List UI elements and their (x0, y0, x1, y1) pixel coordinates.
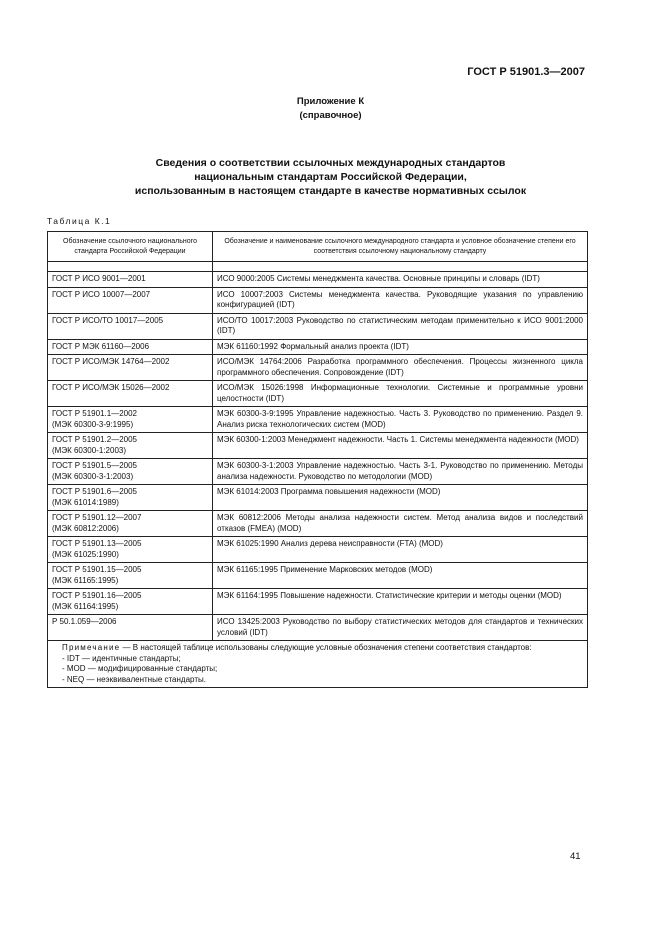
national-standard-designation: ГОСТ Р ИСО/ТО 10017—2005 (52, 315, 164, 325)
table-row (48, 615, 588, 641)
national-standard-designation: (МЭК 60300-1:2003) (52, 445, 127, 455)
national-standard-designation: (МЭК 61014:1989) (52, 497, 119, 507)
international-standard-cell: МЭК 60300-1:2003 Менеджмент надежности. Часть 1. Системы менеджмента надежности (MOD) (213, 433, 588, 459)
appendix-title: Приложение К (296, 96, 365, 107)
national-standard-designation: (МЭК 60300-3-1:2003) (52, 471, 134, 481)
national-standard-cell (48, 537, 213, 563)
national-standard-cell (48, 563, 213, 589)
international-standard-cell: ИСО 13425:2003 Руководство по выбору статистических методов для стандартов и технических условий (IDT) (213, 615, 588, 641)
standard-code: ГОСТ Р 51901.3—2007 (467, 66, 585, 78)
national-standard-cell (48, 511, 213, 537)
national-standard-designation: ГОСТ Р 51901.5—2005 (52, 461, 137, 470)
note-text (52, 643, 583, 654)
international-standard-cell: МЭК 60812:2006 Методы анализа надежности систем. Метод анализа видов и последствий отказов (FMEA) (MOD) (213, 511, 588, 537)
national-standard-designation: ГОСТ Р МЭК 61160—2006 (52, 341, 150, 351)
national-standard-designation: ГОСТ Р ИСО 10007—2007 (52, 289, 151, 299)
table-caption: Таблица К.1 (47, 216, 112, 226)
national-standard-cell (48, 355, 213, 381)
document-title (0, 156, 661, 198)
page-number: 41 (570, 851, 581, 862)
national-standard-designation: ГОСТ Р 51901.13—2005 (52, 539, 142, 548)
table-row (48, 339, 588, 355)
title-line: национальным стандартам Российской Федерации, (194, 171, 467, 183)
national-standard-designation: ГОСТ Р 51901.1—2002 (52, 409, 137, 418)
note-item: - MOD — модифицированные стандарты; (62, 664, 218, 673)
national-standard-designation: (МЭК 61025:1990) (52, 549, 119, 559)
national-standard-designation: ГОСТ Р 51901.6—2005 (52, 487, 137, 496)
national-standard-designation: (МЭК 61164:1995) (52, 601, 119, 611)
national-standard-cell (48, 485, 213, 511)
national-standard-cell (48, 615, 213, 641)
table-row (48, 433, 588, 459)
title-line: использованным в настоящем стандарте в качестве нормативных ссылок (134, 185, 527, 197)
international-standard-cell: ИСО 9000:2005 Системы менеджмента качества. Основные принципы и словарь (IDT) (213, 272, 588, 288)
international-standard-cell: МЭК 61165:1995 Применение Марковских методов (MOD) (213, 563, 588, 589)
national-standard-designation: ГОСТ Р 51901.2—2005 (52, 435, 137, 444)
international-standard-cell: ИСО 10007:2003 Системы менеджмента качества. Руководящие указания по управлению конфигурацией (IDT) (213, 287, 588, 313)
table-row (48, 313, 588, 339)
table-row (48, 381, 588, 407)
table-row (48, 511, 588, 537)
international-standard-cell: МЭК 60300-3-9:1995 Управление надежностью. Часть 3. Руководство по применению. Раздел 9. Анализ риска технологических систем (MOD) (213, 407, 588, 433)
national-standard-cell (48, 459, 213, 485)
national-standard-designation: ГОСТ Р 51901.12—2007 (52, 513, 142, 522)
national-standard-cell (48, 287, 213, 313)
table-row (48, 485, 588, 511)
national-standard-cell (48, 339, 213, 355)
title-line: Сведения о соответствии ссылочных международных стандартов (155, 157, 506, 169)
table-row (48, 272, 588, 288)
appendix-heading (0, 95, 661, 123)
international-standard-cell: МЭК 61014:2003 Программа повышения надежности (MOD) (213, 485, 588, 511)
national-standard-designation: ГОСТ Р 51901.16—2005 (52, 591, 142, 600)
national-standard-cell (48, 589, 213, 615)
table-row (48, 563, 588, 589)
national-standard-cell (48, 313, 213, 339)
national-standard-cell (48, 381, 213, 407)
national-standard-designation: (МЭК 61165:1995) (52, 575, 119, 585)
international-standard-cell: МЭК 61025:1990 Анализ дерева неисправности (FTA) (MOD) (213, 537, 588, 563)
international-standard-cell: ИСО/МЭК 15026:1998 Информационные технологии. Системные и программные уровни целостности (IDT) (213, 381, 588, 407)
international-standard-cell: ИСО/МЭК 14764:2006 Разработка программного обеспечения. Процессы жизненного цикла программного обеспечения. Сопровождение (IDT) (213, 355, 588, 381)
national-standard-cell (48, 433, 213, 459)
national-standard-designation: ГОСТ Р ИСО/МЭК 14764—2002 (52, 357, 170, 366)
national-standard-designation: (МЭК 60812:2006) (52, 523, 119, 533)
table-row (48, 355, 588, 381)
note-label: Примечание (62, 643, 121, 652)
note-item: - IDT — идентичные стандарты; (62, 653, 181, 663)
correspondence-table (47, 231, 588, 688)
appendix-subtitle: (справочное) (299, 110, 362, 121)
note-item: - NEQ — неэквивалентные стандарты. (62, 674, 206, 684)
national-standard-designation: ГОСТ Р 51901.15—2005 (52, 565, 142, 574)
national-standard-designation: ГОСТ Р ИСО/МЭК 15026—2002 (52, 383, 170, 392)
national-standard-cell (48, 272, 213, 288)
national-standard-designation: Р 50.1.059—2006 (52, 617, 117, 626)
international-standard-cell: МЭК 61164:1995 Повышение надежности. Статистические критерии и методы оценки (MOD) (213, 589, 588, 615)
national-standard-designation: (МЭК 60300-3-9:1995) (52, 419, 134, 429)
table-row (48, 459, 588, 485)
international-standard-cell: МЭК 60300-3-1:2003 Управление надежностью. Часть 3-1. Руководство по применению. Методы анализа надежности. Руководство по методологии (MOD) (213, 459, 588, 485)
table-row (48, 407, 588, 433)
note-body: — В настоящей таблице использованы следующие условные обозначения степени соответствия стандартов: (122, 643, 532, 652)
table-row (48, 537, 588, 563)
table-row (48, 287, 588, 313)
national-standard-cell (48, 407, 213, 433)
col1-header: Обозначение ссылочного национального стандарта Российской Федерации (48, 232, 213, 262)
col2-header: Обозначение и наименование ссылочного международного стандарта и условное обозначение степени его соответствия ссылочному национальному стандарту (213, 232, 588, 262)
table-row (48, 589, 588, 615)
international-standard-cell: ИСО/ТО 10017:2003 Руководство по статистическим методам применительно к ИСО 9001:2000 (IDT) (213, 313, 588, 339)
international-standard-cell: МЭК 61160:1992 Формальный анализ проекта (IDT) (213, 339, 588, 355)
table-note (48, 641, 588, 688)
national-standard-designation: ГОСТ Р ИСО 9001—2001 (52, 274, 146, 283)
